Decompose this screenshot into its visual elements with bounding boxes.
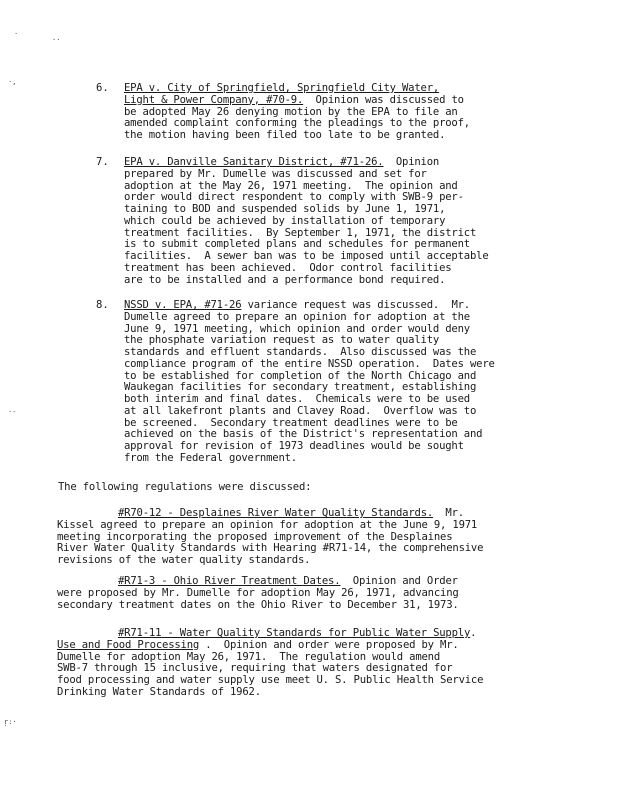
item-line bbox=[124, 334, 439, 346]
item-line bbox=[124, 106, 458, 118]
regulation-line bbox=[57, 639, 459, 651]
text-run: achieved on the basis of the District's representation and bbox=[124, 428, 483, 441]
text-run: at all lakefront plants and Clavey Road. Overflow was to bbox=[124, 404, 477, 417]
regulation-line bbox=[57, 674, 483, 686]
scan-artifact: · bbox=[14, 30, 19, 38]
item-line bbox=[124, 168, 427, 180]
text-run: June 9, 1971 meeting, which opinion and order would deny bbox=[124, 322, 470, 335]
regulation-line bbox=[57, 686, 261, 698]
text-run: compliance program of the entire NSSD operation. Dates were bbox=[124, 357, 495, 370]
text-run: treatment has been achieved. Odor control facilities bbox=[124, 261, 452, 274]
item-line bbox=[124, 299, 470, 311]
item-number: 6. bbox=[96, 82, 109, 94]
text-run: food processing and water supply use meet U. S. Public Health Service bbox=[57, 674, 484, 686]
text-run: order would direct respondent to comply with SWB-9 per- bbox=[124, 191, 464, 204]
item-line bbox=[124, 381, 476, 393]
item-line bbox=[124, 117, 470, 129]
text-run: revisions of the water quality standards. bbox=[57, 554, 311, 566]
regulation-line bbox=[57, 542, 483, 554]
regulations-intro bbox=[58, 481, 311, 493]
underlined-caption: #R71-3 - Ohio River Treatment Dates. bbox=[118, 575, 341, 587]
item-number: 7. bbox=[96, 156, 109, 168]
text-run: which could be achieved by installation of temporary bbox=[124, 214, 446, 227]
regulation-line bbox=[118, 627, 476, 639]
item-line bbox=[124, 358, 495, 370]
regulation-line bbox=[57, 531, 452, 543]
text-run: secondary treatment dates on the Ohio River to December 31, 1973. bbox=[57, 598, 459, 611]
scan-artifact: .. bbox=[52, 34, 61, 42]
item-line bbox=[124, 180, 458, 192]
text-run: from the Federal government. bbox=[124, 451, 297, 464]
text-run: Waukegan facilities for secondary treatment, establishing bbox=[124, 381, 477, 394]
item-line bbox=[124, 417, 458, 429]
text-run: both interim and final dates. Chemicals were to be used bbox=[124, 393, 470, 405]
text-run: the motion having been filed too late to be granted. bbox=[124, 129, 446, 141]
text-run: . bbox=[470, 627, 477, 639]
text-run: amended complaint conforming the pleadings to the proof, bbox=[124, 117, 470, 130]
regulation-line bbox=[57, 554, 310, 566]
text-run: the phosphate variation request as to water quality bbox=[124, 334, 440, 347]
item-line bbox=[124, 129, 445, 141]
underlined-caption: #R70-12 - Desplaines River Water Quality Standards. bbox=[118, 507, 434, 519]
item-line bbox=[124, 262, 451, 274]
item-line bbox=[124, 94, 464, 106]
item-line bbox=[124, 428, 482, 440]
text-run: Dumelle for adoption May 26, 1971. The regulation would amend bbox=[57, 650, 441, 663]
item-line bbox=[124, 191, 464, 203]
text-run: River Water Quality Standards with Hearing #R71-14, the comprehensive bbox=[57, 542, 484, 555]
regulation-line bbox=[57, 662, 452, 674]
item-line bbox=[124, 156, 439, 168]
text-run: standards and effluent standards. Also discussed was the bbox=[124, 346, 477, 358]
text-run: The following regulations were discussed: bbox=[58, 481, 312, 493]
regulation-line bbox=[57, 599, 459, 611]
text-run: Kissel agreed to prepare an opinion for adoption at the June 9, 1971 bbox=[57, 518, 478, 531]
text-run: treatment facilities. By September 1, 1971, the district bbox=[124, 226, 477, 239]
text-run: were proposed by Mr. Dumelle for adoption May 26, 1971, advancing bbox=[57, 586, 459, 599]
underlined-caption: #R71-11 - Water Quality Standards for Public Water Supply bbox=[118, 627, 471, 639]
item-line bbox=[124, 215, 445, 227]
text-run: Mr. bbox=[433, 507, 464, 519]
item-line bbox=[124, 82, 439, 94]
text-run: to be established for completion of the North Chicago and bbox=[124, 369, 477, 382]
underlined-caption: NSSD v. EPA, #71-26 bbox=[124, 299, 242, 311]
text-run: approval for revision of 1973 deadlines would be sought bbox=[124, 440, 464, 452]
item-line bbox=[124, 440, 464, 452]
text-run: is to submit completed plans and schedules for permanent bbox=[124, 238, 470, 251]
regulation-line bbox=[57, 519, 477, 531]
text-run: . Opinion and order were proposed by Mr. bbox=[199, 638, 459, 651]
regulation-line bbox=[57, 651, 440, 663]
item-line bbox=[124, 274, 445, 286]
item-line bbox=[124, 393, 470, 405]
text-run: Dumelle agreed to prepare an opinion for adoption at the bbox=[124, 310, 470, 323]
text-run: be screened. Secondary treatment deadlines were to be bbox=[124, 416, 458, 429]
regulation-line bbox=[118, 507, 464, 519]
text-run: are to be installed and a performance bond required. bbox=[124, 273, 446, 286]
item-line bbox=[124, 250, 489, 262]
text-run: variance request was discussed. Mr. bbox=[241, 299, 470, 311]
regulation-line bbox=[57, 587, 459, 599]
scan-artifact: ·, bbox=[8, 78, 17, 86]
text-run: Drinking Water Standards of 1962. bbox=[57, 685, 261, 698]
underlined-caption: EPA v. City of Springfield, Springfield City Water, bbox=[124, 82, 440, 94]
item-number: 8. bbox=[96, 299, 109, 311]
text-run: adoption at the May 26, 1971 meeting. The opinion and bbox=[124, 179, 458, 192]
scan-artifact: ·- bbox=[8, 408, 17, 416]
text-run: facilities. A sewer ban was to be imposed until acceptable bbox=[124, 250, 489, 262]
item-line bbox=[124, 370, 476, 382]
item-line bbox=[124, 203, 445, 215]
text-run: Opinion and Order bbox=[340, 575, 458, 587]
text-run: SWB-7 through 15 inclusive, requiring that waters designated for bbox=[57, 662, 453, 675]
item-line bbox=[124, 323, 470, 335]
text-run: Opinion was discussed to bbox=[303, 93, 464, 106]
text-run: taining to BOD and suspended solids by June 1, 1971, bbox=[124, 203, 446, 215]
text-run: prepared by Mr. Dumelle was discussed and set for bbox=[124, 167, 427, 180]
item-line bbox=[124, 311, 470, 323]
item-line bbox=[124, 238, 470, 250]
item-line bbox=[124, 227, 476, 239]
scan-artifact: ŗ:· bbox=[4, 718, 17, 726]
underlined-caption: EPA v. Danville Sanitary District, #71-26. bbox=[124, 156, 384, 168]
item-line bbox=[124, 405, 476, 417]
underlined-caption: Use and Food Processing bbox=[57, 638, 200, 651]
text-run: meeting incorporating the proposed improvement of the Desplaines bbox=[57, 530, 453, 543]
regulation-line bbox=[118, 575, 458, 587]
item-line bbox=[124, 346, 476, 358]
text-run: Opinion bbox=[383, 156, 440, 168]
item-line bbox=[124, 452, 297, 464]
text-run: be adopted May 26 denying motion by the EPA to file an bbox=[124, 105, 458, 118]
underlined-caption: Light & Power Company, #70-9. bbox=[124, 93, 304, 106]
